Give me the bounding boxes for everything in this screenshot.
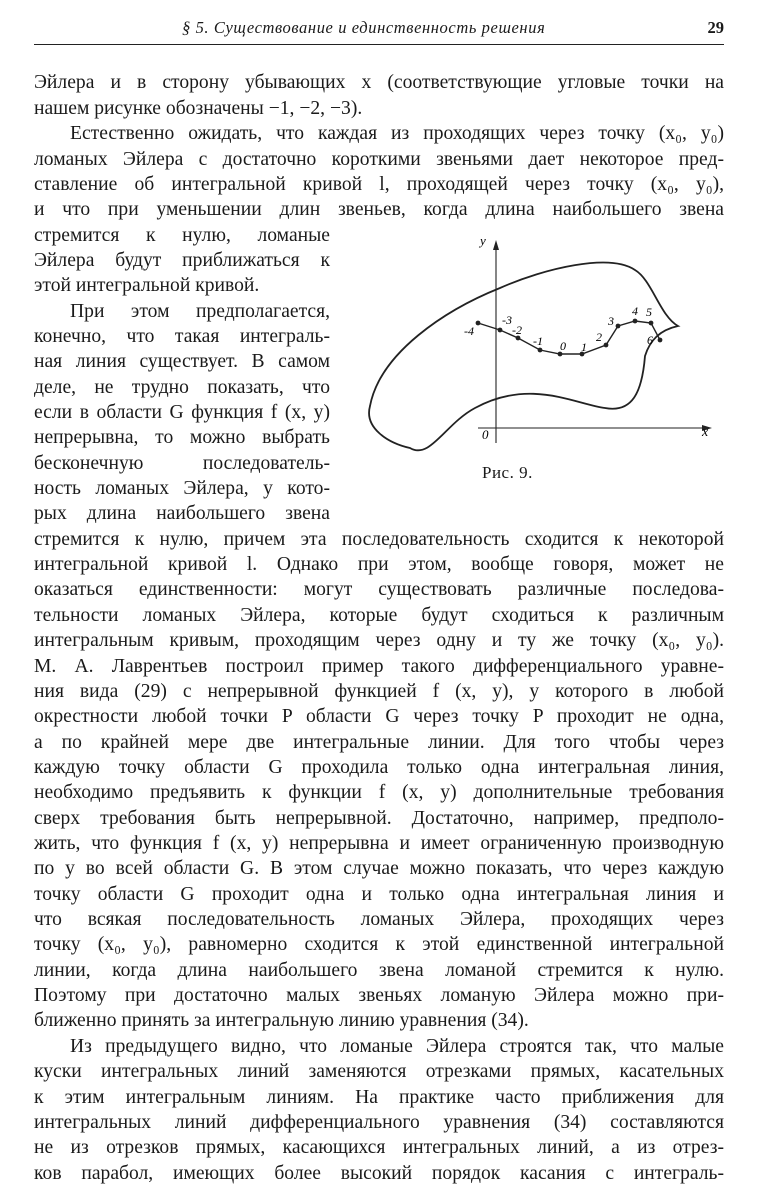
vertex-label: -2: [512, 323, 522, 337]
vertex-label: 0: [560, 339, 566, 353]
text-line: Из предыдущего видно, что ломаные Эйлера строятся так, что малые: [70, 1036, 724, 1057]
text-line: не из отрезков прямых, касающихся интегральных линий, а из отрез-: [34, 1137, 724, 1158]
header-rule: [34, 44, 724, 45]
text-line: рых длина наибольшего звена: [34, 503, 330, 524]
text-line: если в области G функция f (x, y): [34, 402, 330, 423]
region-boundary: [369, 263, 678, 451]
text-line: этой интегральной кривой.: [34, 275, 260, 296]
text-line: точку (x₀, y₀), равномерно сходится к этой единственной интегральной: [34, 934, 724, 955]
vertex-point: [538, 348, 543, 353]
text-line: интегральных линий дифференциального уравнения (34) составляются: [34, 1112, 724, 1133]
text-line: точку области G проходит одна и только одна интегральная линия и: [34, 884, 724, 905]
text-line: ставление об интегральной кривой l, проходящей через точку (x₀, y₀),: [34, 174, 724, 195]
text-line: При этом предполагается,: [70, 301, 330, 322]
text-line: нашем рисунке обозначены −1, −2, −3).: [34, 98, 363, 119]
figure-caption: Рис. 9.: [482, 463, 533, 482]
text-line: а по крайней мере две интегральные линии. Для того чтобы через: [34, 732, 724, 753]
vertex-point: [616, 324, 621, 329]
text-line: и что при уменьшении длин звеньев, когда длина наибольшего звена: [34, 199, 724, 220]
vertex-label: -3: [502, 313, 512, 327]
vertex-label: 3: [608, 314, 614, 328]
text-line: ломаных Эйлера с достаточно короткими звеньями дает некоторое пред-: [34, 149, 724, 170]
text-line: что всякая последовательность ломаных Эйлера, проходящих через: [34, 909, 724, 930]
text-line: к этим интегральным линиям. На практике часто приближения для: [34, 1087, 724, 1108]
vertex-label: 4: [632, 304, 638, 318]
figure-euler-polygons: [360, 228, 720, 458]
text-line: Поэтому при достаточно малых звеньях ломаную Эйлера можно при-: [34, 985, 724, 1006]
vertex-point: [658, 338, 663, 343]
vertex-label: 5: [646, 305, 652, 319]
text-line: окрестности любой точки P области G через точку P проходит не одна,: [34, 706, 724, 727]
text-line: М. А. Лаврентьев построил пример такого дифференциального уравне-: [34, 656, 724, 677]
text-line: по y во всей области G. В этом случае можно показать, что через каждую: [34, 858, 724, 879]
text-line: интегральным кривым, проходящим через одну и ту же точку (x₀, y₀).: [34, 630, 724, 651]
text-line: жить, что функция f (x, y) непрерывна и имеет ограниченную производную: [34, 833, 724, 854]
text-line: стремится к нулю, ломаные: [34, 225, 330, 246]
vertex-label: 2: [596, 330, 602, 344]
text-line: ния вида (29) с непрерывной функцией f (x, y), у которого в любой: [34, 681, 724, 702]
text-line: конечно, что такая интеграль-: [34, 326, 330, 347]
text-line: бесконечную последователь-: [34, 453, 330, 474]
text-line: линии, когда длина наибольшего звена ломаной стремится к нулю.: [34, 960, 724, 981]
text-line: Эйлера и в сторону убывающих x (соответствующие угловые точки на: [34, 72, 724, 93]
y-axis-label: y: [480, 233, 486, 248]
text-line: каждую точку области G проходила только одна интегральная линия,: [34, 757, 724, 778]
text-line: интегральной кривой l. Однако при этом, вообще говоря, может не: [34, 554, 724, 575]
vertex-label: -1: [533, 334, 543, 348]
text-line: непрерывна, то можно выбрать: [34, 427, 330, 448]
text-line: деле, не трудно показать, что: [34, 377, 330, 398]
x-axis-label: x: [702, 425, 709, 440]
y-axis-arrow: [493, 240, 499, 250]
text-line: Эйлера будут приближаться к: [34, 250, 330, 271]
text-line: ная линия существует. В самом: [34, 351, 330, 372]
vertex-label: 1: [581, 340, 587, 354]
section-title: § 5. Существование и единственность решения: [182, 18, 546, 37]
text-line: ков парабол, имеющих более высокий порядок касания с интеграль-: [34, 1163, 724, 1184]
text-line: стремится к нулю, причем эта последовательность сходится к некоторой: [34, 529, 724, 550]
text-line: Естественно ожидать, что каждая из проходящих через точку (x₀, y₀): [70, 123, 724, 144]
text-line: необходимо предъявить к функции f (x, y) дополнительные требования: [34, 782, 724, 803]
vertex-label: 6: [647, 333, 653, 347]
vertex-point: [498, 328, 503, 333]
vertex-point: [633, 319, 638, 324]
text-line: куски интегральных линий заменяются отрезками прямых, касательных: [34, 1061, 724, 1082]
vertex-point: [649, 321, 654, 326]
vertex-point: [604, 343, 609, 348]
text-line: тельности ломаных Эйлера, которые будут сходиться к различным: [34, 605, 724, 626]
running-header: [34, 14, 724, 44]
origin-label: 0: [482, 427, 489, 442]
text-line: ближенно принять за интегральную линию уравнения (34).: [34, 1010, 529, 1031]
vertex-point: [476, 321, 481, 326]
vertex-label: -4: [464, 324, 474, 338]
text-line: оказаться единственности: могут существовать различные последова-: [34, 579, 724, 600]
page-number: 29: [707, 18, 724, 37]
text-line: сверх требования быть непрерывной. Достаточно, например, предполо-: [34, 808, 724, 829]
text-line: ность ломаных Эйлера, у кото-: [34, 478, 330, 499]
